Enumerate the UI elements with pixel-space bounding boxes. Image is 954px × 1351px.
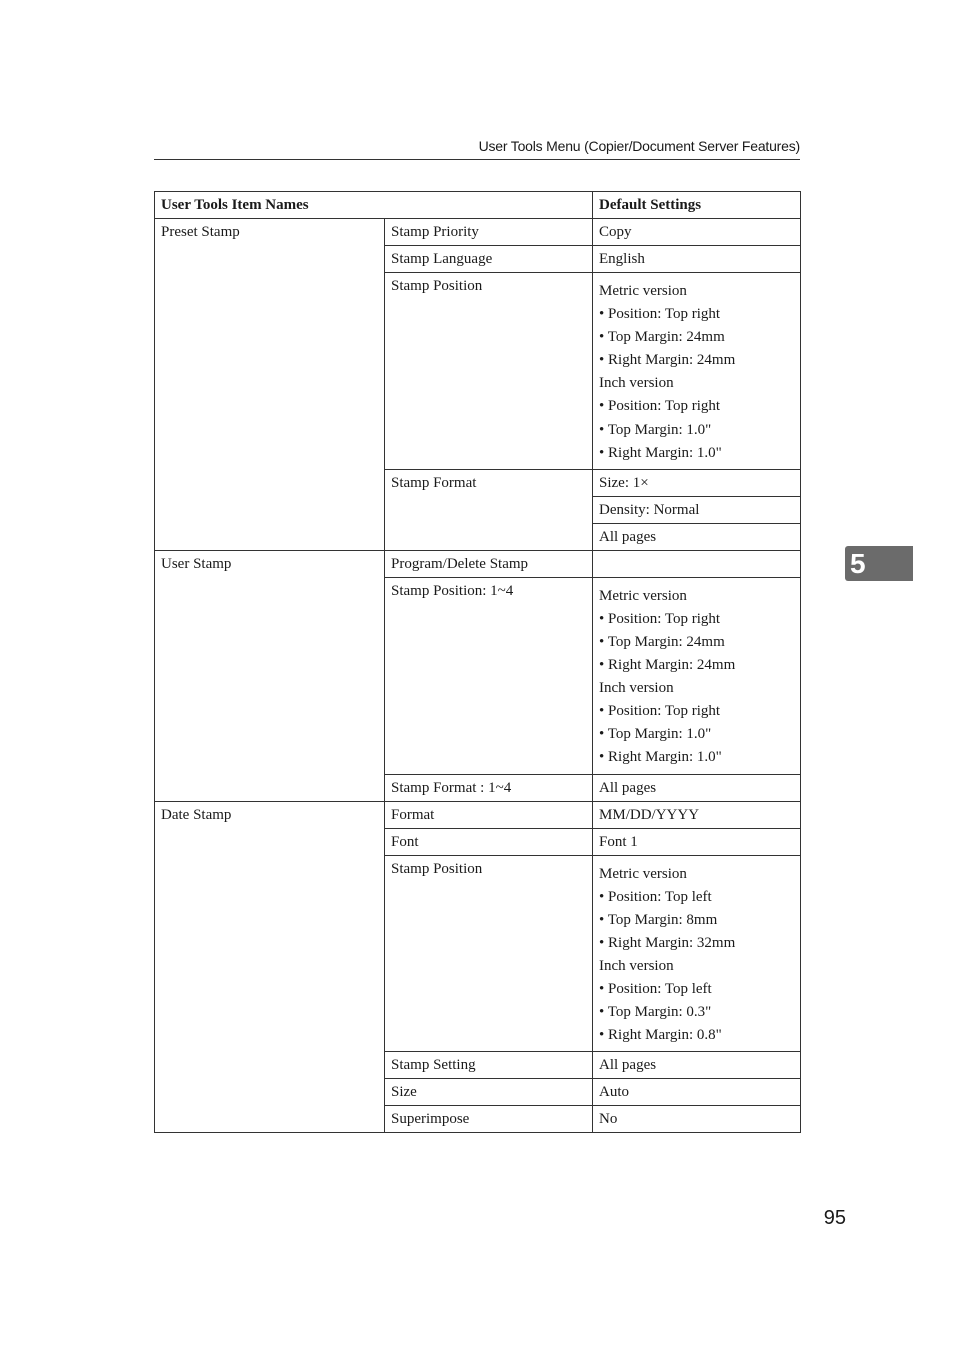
default-value: Auto xyxy=(593,1079,801,1106)
default-line: Inch version xyxy=(599,375,674,392)
default-line: • Right Margin: 1.0" xyxy=(599,749,722,766)
default-line: Metric version xyxy=(599,865,687,882)
default-value: Font 1 xyxy=(593,828,801,855)
default-line: • Top Margin: 24mm xyxy=(599,633,725,650)
default-line: • Top Margin: 0.3" xyxy=(599,1004,712,1021)
group-name: Preset Stamp xyxy=(155,219,385,551)
page-number: 95 xyxy=(823,1207,846,1229)
default-line: • Position: Top left xyxy=(599,980,712,997)
default-value: Density: Normal xyxy=(593,496,801,523)
default-value: All pages xyxy=(593,523,801,550)
item-name: Font xyxy=(385,828,593,855)
table-row xyxy=(155,219,801,246)
default-line: • Position: Top right xyxy=(599,306,721,323)
group-name: Date Stamp xyxy=(155,801,385,1133)
default-line: • Right Margin: 24mm xyxy=(599,352,736,369)
item-name: Stamp Priority xyxy=(385,219,593,246)
default-line: Inch version xyxy=(599,957,674,974)
group-name: User Stamp xyxy=(155,550,385,801)
default-line: • Top Margin: 1.0" xyxy=(599,726,712,743)
default-value: English xyxy=(593,246,801,273)
item-name: Size xyxy=(385,1079,593,1106)
default-value-list xyxy=(593,577,801,774)
running-header: User Tools Menu (Copier/Document Server Features) xyxy=(478,138,800,154)
default-value-list xyxy=(593,273,801,470)
item-name: Stamp Setting xyxy=(385,1052,593,1079)
item-name: Stamp Position: 1~4 xyxy=(385,577,593,774)
chapter-tab: 5 xyxy=(845,546,913,581)
item-name: Stamp Position xyxy=(385,855,593,1052)
default-value: All pages xyxy=(593,774,801,801)
item-name: Stamp Position xyxy=(385,273,593,470)
default-line: • Position: Top right xyxy=(599,398,721,415)
column-header-item-names: User Tools Item Names xyxy=(155,192,593,219)
item-name: Superimpose xyxy=(385,1106,593,1133)
default-value xyxy=(593,550,801,577)
default-value: No xyxy=(593,1106,801,1133)
item-name: Format xyxy=(385,801,593,828)
default-settings-table xyxy=(154,191,801,1133)
item-name: Program/Delete Stamp xyxy=(385,550,593,577)
table-row xyxy=(155,550,801,577)
default-line: Metric version xyxy=(599,587,687,604)
default-line: • Position: Top right xyxy=(599,610,721,627)
item-name: Stamp Format xyxy=(385,469,593,550)
column-header-default-settings: Default Settings xyxy=(593,192,801,219)
item-name: Stamp Language xyxy=(385,246,593,273)
default-line: • Position: Top right xyxy=(599,703,721,720)
item-name: Stamp Format : 1~4 xyxy=(385,774,593,801)
default-value: MM/DD/YYYY xyxy=(593,801,801,828)
table-row xyxy=(155,801,801,828)
header-rule xyxy=(154,159,800,160)
default-line: • Right Margin: 32mm xyxy=(599,934,736,951)
default-line: • Top Margin: 8mm xyxy=(599,911,718,928)
table-header-row xyxy=(155,192,801,219)
default-value: Size: 1× xyxy=(593,469,801,496)
default-line: • Top Margin: 24mm xyxy=(599,329,725,346)
default-line: Metric version xyxy=(599,283,687,299)
default-line: • Right Margin: 24mm xyxy=(599,657,736,674)
default-line: Inch version xyxy=(599,680,674,697)
default-value-list xyxy=(593,855,801,1052)
default-line: • Top Margin: 1.0" xyxy=(599,421,712,438)
default-line: • Right Margin: 1.0" xyxy=(599,444,722,461)
default-value: Copy xyxy=(593,219,801,246)
default-value: All pages xyxy=(593,1052,801,1079)
default-line: • Position: Top left xyxy=(599,888,712,905)
default-line: • Right Margin: 0.8" xyxy=(599,1027,722,1044)
